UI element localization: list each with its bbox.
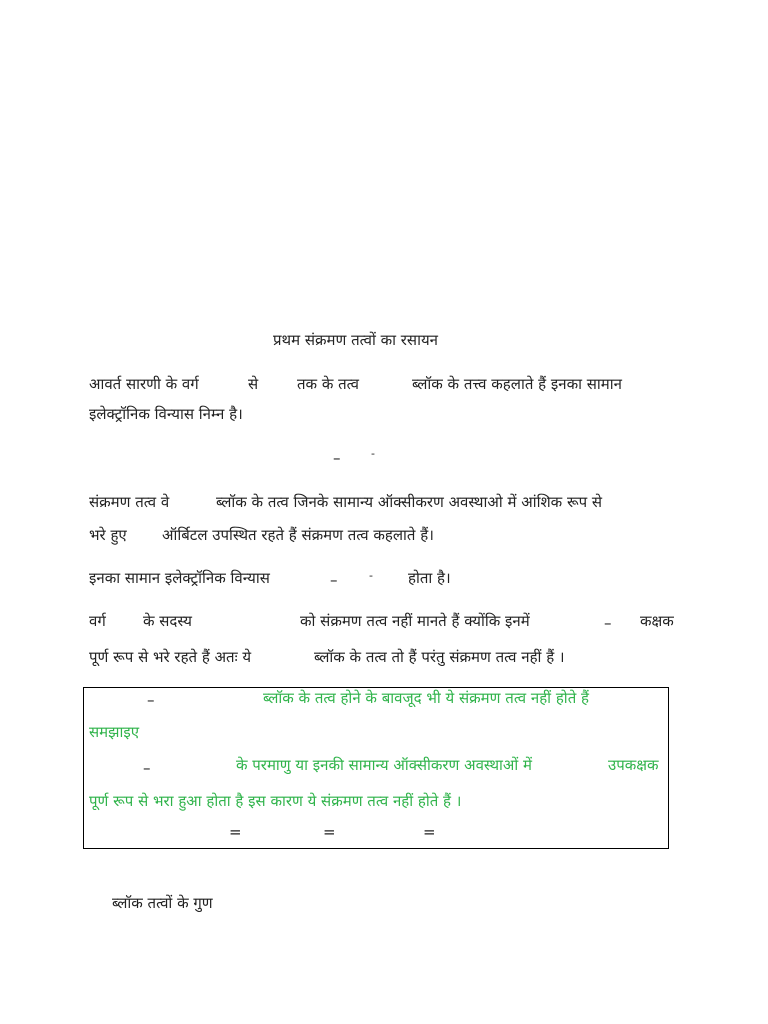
para3-text-a: इनका सामान इलेक्ट्रॉनिक विन्यास — [89, 569, 270, 587]
para2-line2-a: भरे हुए — [89, 526, 127, 544]
para1-text-c: तक के तत्व — [297, 375, 359, 393]
box-answer-text1: के परमाणु या इनकी सामान्य ऑक्सीकरण अवस्थाओं में — [236, 756, 532, 774]
section-heading: ब्लॉक तत्वों के गुण — [112, 894, 213, 912]
para4-line2-b: ब्लॉक के तत्व तो हैं परंतु संक्रमण तत्व नहीं हैं । — [314, 648, 565, 666]
config-mark: - — [371, 447, 375, 460]
para3-text-b: होता है। — [408, 569, 451, 587]
para3-mark: - — [369, 569, 373, 582]
para4-text-c: को संक्रमण तत्व नहीं मानते हैं क्योंकि इनमें — [300, 612, 530, 630]
box-equals-3: = — [423, 823, 436, 841]
box-question-dash: – — [147, 691, 155, 709]
para4-text-b: के सदस्य — [143, 612, 192, 630]
para4-line2-a: पूर्ण रूप से भरे रहते हैं अतः ये — [89, 648, 252, 666]
box-answer-line2: पूर्ण रूप से भरा हुआ होता है इस कारण ये संक्रमण तत्व नहीं होते हैं । — [89, 792, 462, 810]
config-dash: – — [333, 449, 341, 467]
para2-text-a: संक्रमण तत्व वे — [89, 493, 170, 511]
para4-text-d: कक्षक — [640, 612, 674, 630]
para4-dash: – — [604, 614, 612, 632]
box-question-text: ब्लॉक के तत्व होने के बावजूद भी ये संक्रमण तत्व नहीं होते हैं — [263, 689, 589, 707]
para1-line2: इलेक्ट्रॉनिक विन्यास निम्न है। — [89, 405, 243, 423]
para1-text-a: आवर्त सारणी के वर्ग — [89, 375, 199, 393]
box-question-line2: समझाइए — [89, 723, 139, 741]
para2-text-b: ब्लॉक के तत्व जिनके सामान्य ऑक्सीकरण अवस्थाओ में आंशिक रूप से — [216, 493, 603, 511]
box-answer-text2: उपकक्षक — [608, 756, 659, 774]
para4-text-a: वर्ग — [89, 612, 106, 630]
para2-line2-b: ऑर्बिटल उपस्थित रहते हैं संक्रमण तत्व कहलाते हैं। — [162, 526, 434, 544]
page-title: प्रथम संक्रमण तत्वों का रसायन — [273, 331, 438, 349]
para1-text-b: से — [248, 375, 259, 393]
para3-dash: – — [330, 571, 338, 589]
box-answer-dash: – — [143, 759, 151, 777]
para1-text-d: ब्लॉक के तत्त्व कहलाते हैं इनका सामान — [412, 375, 622, 393]
box-equals-1: = — [229, 823, 242, 841]
box-equals-2: = — [323, 823, 336, 841]
